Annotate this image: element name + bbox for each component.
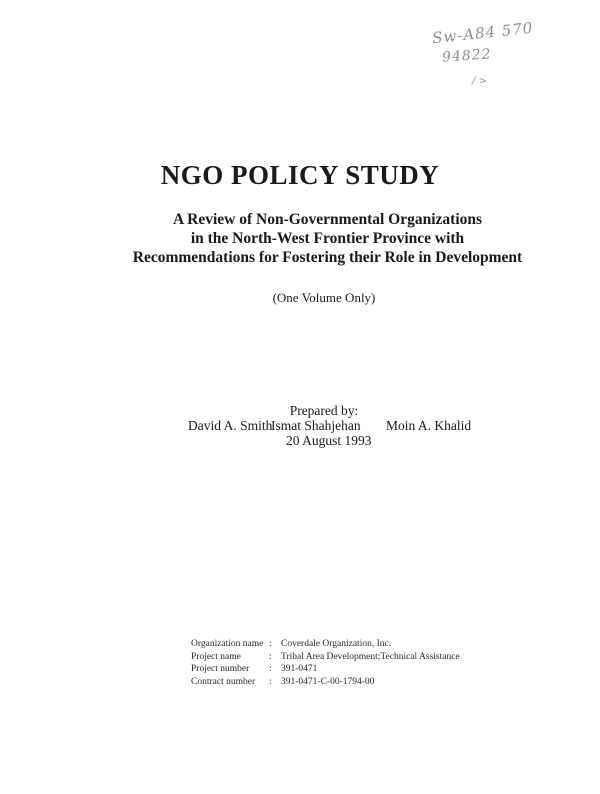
info-separator: :	[269, 664, 272, 674]
info-value: Tribal Area Development;Technical Assistance	[281, 651, 460, 662]
info-row-project-name	[191, 651, 460, 664]
subtitle-line-1: A Review of Non-Governmental Organizations	[172, 211, 483, 228]
info-label: Contract number	[191, 676, 256, 687]
project-info-table	[191, 638, 460, 688]
info-label: Organization name	[191, 639, 264, 649]
author-ismat-shahjehan: Ismat Shahjehan	[271, 418, 361, 433]
info-label: Project name	[191, 651, 241, 662]
document-subtitle	[0, 210, 600, 267]
author-david-smith: David A. Smith	[188, 418, 273, 433]
volume-note: (One Volume Only)	[272, 290, 376, 305]
info-row-project-number	[191, 663, 460, 676]
info-separator: :	[269, 639, 272, 649]
handwritten-note	[420, 18, 570, 98]
info-value: 391-0471-C-00-1794-00	[281, 676, 375, 687]
info-separator: :	[269, 676, 272, 687]
handwritten-note-line-1: Sw-A84 570	[431, 18, 535, 48]
info-row-contract-number	[191, 676, 460, 689]
info-value: 391-0471	[281, 664, 318, 674]
info-value: Coverdale Organization, Inc.	[281, 639, 392, 649]
subtitle-line-2: in the North-West Frontier Province with	[190, 230, 465, 247]
prepared-by-label: Prepared by:	[289, 403, 359, 418]
info-separator: :	[269, 651, 272, 662]
handwritten-note-line-2: 94822	[441, 46, 493, 66]
info-label: Project number	[191, 664, 250, 674]
author-moin-khalid: Moin A. Khalid	[386, 418, 472, 433]
info-row-organization	[191, 638, 460, 651]
document-date: 20 August 1993	[286, 433, 372, 448]
handwritten-note-line-3: / >	[472, 76, 487, 87]
subtitle-line-3: Recommendations for Fostering their Role in Development	[132, 249, 523, 266]
document-title: NGO POLICY STUDY	[160, 160, 440, 190]
